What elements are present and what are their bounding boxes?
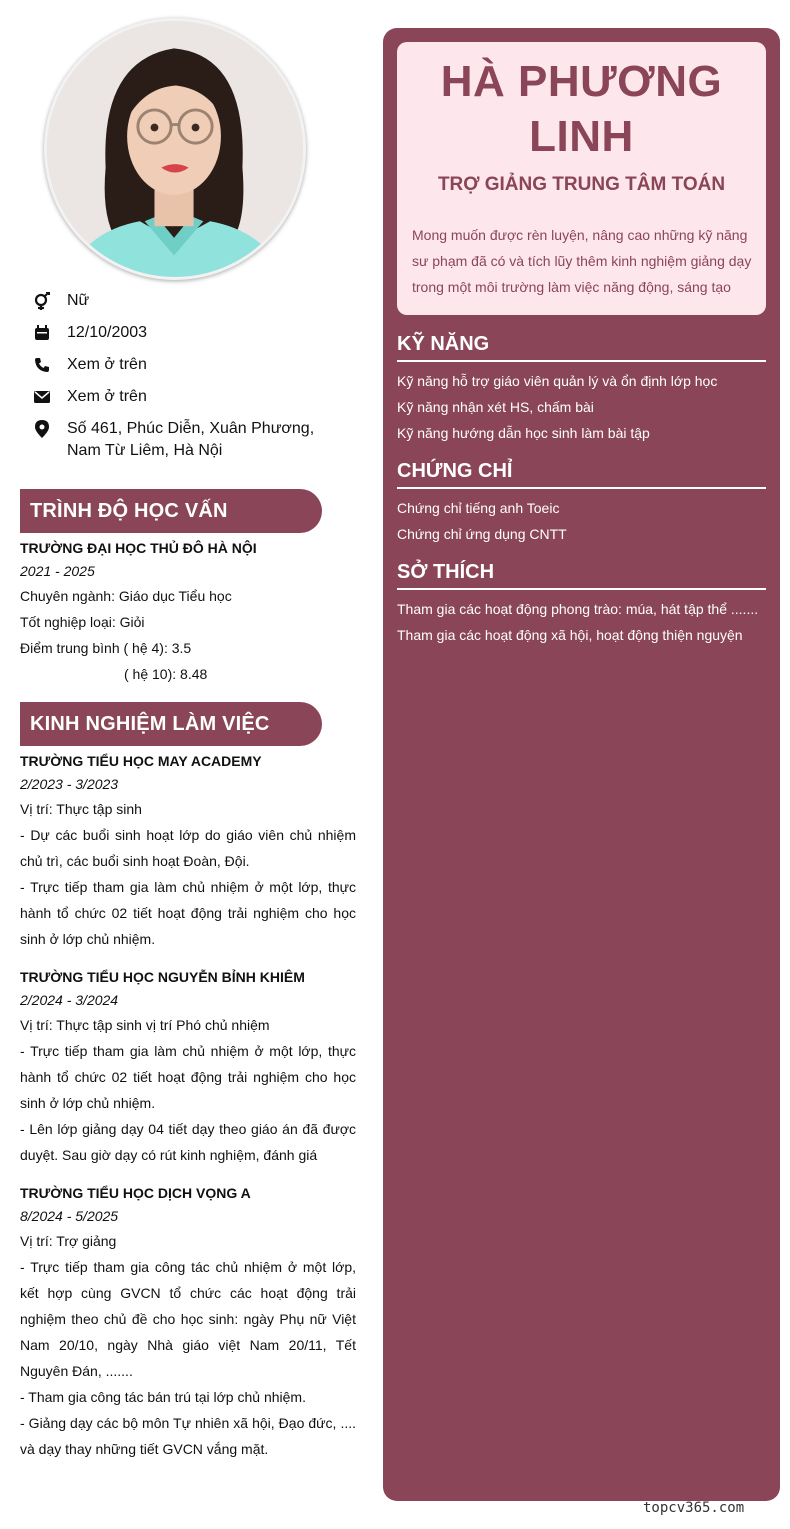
skill-item: Kỹ năng hướng dẫn học sinh làm bài tập <box>397 425 650 441</box>
job-org: TRƯỜNG TIỂU HỌC MAY ACADEMY <box>20 753 262 769</box>
experience-heading: KINH NGHIỆM LÀM VIỆC <box>20 702 322 746</box>
info-phone <box>32 354 352 376</box>
calendar-icon <box>32 322 52 344</box>
info-address <box>32 418 352 462</box>
certificate-item: Chứng chỉ ứng dụng CNTT <box>397 526 567 542</box>
skills-section <box>397 330 766 446</box>
job-org: TRƯỜNG TIỂU HỌC DỊCH VỌNG A <box>20 1185 251 1201</box>
job-position: Vị trí: Thực tập sinh vị trí Phó chủ nhiệm <box>20 1017 270 1033</box>
education-gpa10: ( hệ 10): 8.48 <box>124 666 208 682</box>
job-period: 8/2024 - 5/2025 <box>20 1208 119 1224</box>
hobbies-section <box>397 558 766 648</box>
address-text: Số 461, Phúc Diễn, Xuân Phương, Nam Từ Liêm, Hà Nội <box>67 420 315 459</box>
candidate-name <box>397 54 766 164</box>
skills-heading: KỸ NĂNG <box>397 330 766 362</box>
job-task: - Trực tiếp tham gia công tác chủ nhiệm ở một lớp, kết hợp cùng GVCN tổ chức các hoạt động trải nghiệm theo chủ đề cho học sinh: ngày Phụ nữ Việt Nam 20/10, ngày Nhà giáo việt Nam 20/11, Tết Nguyên Đán, ....... <box>20 1259 356 1379</box>
certificates-heading: CHỨNG CHỈ <box>397 457 766 489</box>
name-line-1: HÀ PHƯƠNG <box>440 57 723 106</box>
info-dob <box>32 322 352 344</box>
job-item <box>20 966 356 1168</box>
dob-text: 12/10/2003 <box>67 324 148 341</box>
job-position: Vị trí: Thực tập sinh <box>20 801 142 817</box>
experience-block <box>20 750 356 1474</box>
hobbies-heading: SỞ THÍCH <box>397 558 766 590</box>
certificate-item: Chứng chỉ tiếng anh Toeic <box>397 500 560 516</box>
education-period: 2021 - 2025 <box>20 563 95 579</box>
job-period: 2/2024 - 3/2024 <box>20 992 119 1008</box>
portrait-illustration <box>47 21 303 277</box>
job-item <box>20 750 356 952</box>
job-org: TRƯỜNG TIỂU HỌC NGUYỄN BỈNH KHIÊM <box>20 969 305 985</box>
right-panel <box>383 28 780 1501</box>
hobby-item: Tham gia các hoạt động xã hội, hoạt động thiện nguyện <box>397 627 743 643</box>
location-icon <box>32 418 52 440</box>
email-icon <box>32 386 52 408</box>
phone-icon <box>32 354 52 376</box>
education-major: Chuyên ngành: Giáo dục Tiểu học <box>20 588 232 604</box>
gender-text: Nữ <box>67 292 90 309</box>
contact-info <box>32 290 352 472</box>
job-task: - Lên lớp giảng dạy 04 tiết dạy theo giáo án đã được duyệt. Sau giờ dạy có rút kinh nghiệm, đánh giá <box>20 1121 356 1163</box>
education-block <box>20 537 356 687</box>
profile-photo <box>44 18 306 280</box>
phone-text: Xem ở trên <box>67 356 147 373</box>
school-name: TRƯỜNG ĐẠI HỌC THỦ ĐÔ HÀ NỘI <box>20 540 257 556</box>
watermark-text: topcv365.com <box>643 1500 745 1516</box>
skill-item: Kỹ năng hỗ trợ giáo viên quản lý và ổn định lớp học <box>397 373 718 389</box>
education-heading: TRÌNH ĐỘ HỌC VẤN <box>20 489 322 533</box>
career-objective: Mong muốn được rèn luyện, nâng cao những kỹ năng sư phạm đã có và tích lũy thêm kinh nghiệm giảng dạy trong một môi trường làm việc năng động, sáng tạo <box>412 227 752 295</box>
skill-item: Kỹ năng nhận xét HS, chấm bài <box>397 399 594 415</box>
job-task: - Trực tiếp tham gia làm chủ nhiệm ở một lớp, thực hành tổ chức 02 tiết hoạt động trải nghiệm cho học sinh ở lớp chủ nhiệm. <box>20 1043 356 1111</box>
education-gpa4: Điểm trung bình ( hệ 4): 3.5 <box>20 640 192 656</box>
education-rank: Tốt nghiệp loại: Giỏi <box>20 614 145 630</box>
email-text: Xem ở trên <box>67 388 147 405</box>
info-gender <box>32 290 352 312</box>
job-period: 2/2023 - 3/2023 <box>20 776 119 792</box>
name-card <box>397 42 766 315</box>
job-task: - Tham gia công tác bán trú tại lớp chủ nhiệm. <box>20 1389 306 1405</box>
job-task: - Dự các buổi sinh hoạt lớp do giáo viên chủ nhiệm chủ trì, các buổi sinh hoạt Đoàn, Đội. <box>20 827 356 869</box>
hobby-item: Tham gia các hoạt động phong trào: múa, hát tập thể ....... <box>397 601 759 617</box>
job-title: TRỢ GIẢNG TRUNG TÂM TOÁN <box>437 174 726 195</box>
name-line-2: LINH <box>529 112 634 161</box>
job-task: - Trực tiếp tham gia làm chủ nhiệm ở một lớp, thực hành tổ chức 02 tiết hoạt động trải nghiệm cho học sinh ở lớp chủ nhiệm. <box>20 879 356 947</box>
job-position: Vị trí: Trợ giảng <box>20 1233 117 1249</box>
gender-icon <box>32 290 52 312</box>
job-item <box>20 1182 356 1462</box>
job-task: - Giảng dạy các bộ môn Tự nhiên xã hội, Đạo đức, .... và dạy thay những tiết GVCN vắng mặt. <box>20 1415 356 1457</box>
info-email <box>32 386 352 408</box>
certificates-section <box>397 457 766 547</box>
